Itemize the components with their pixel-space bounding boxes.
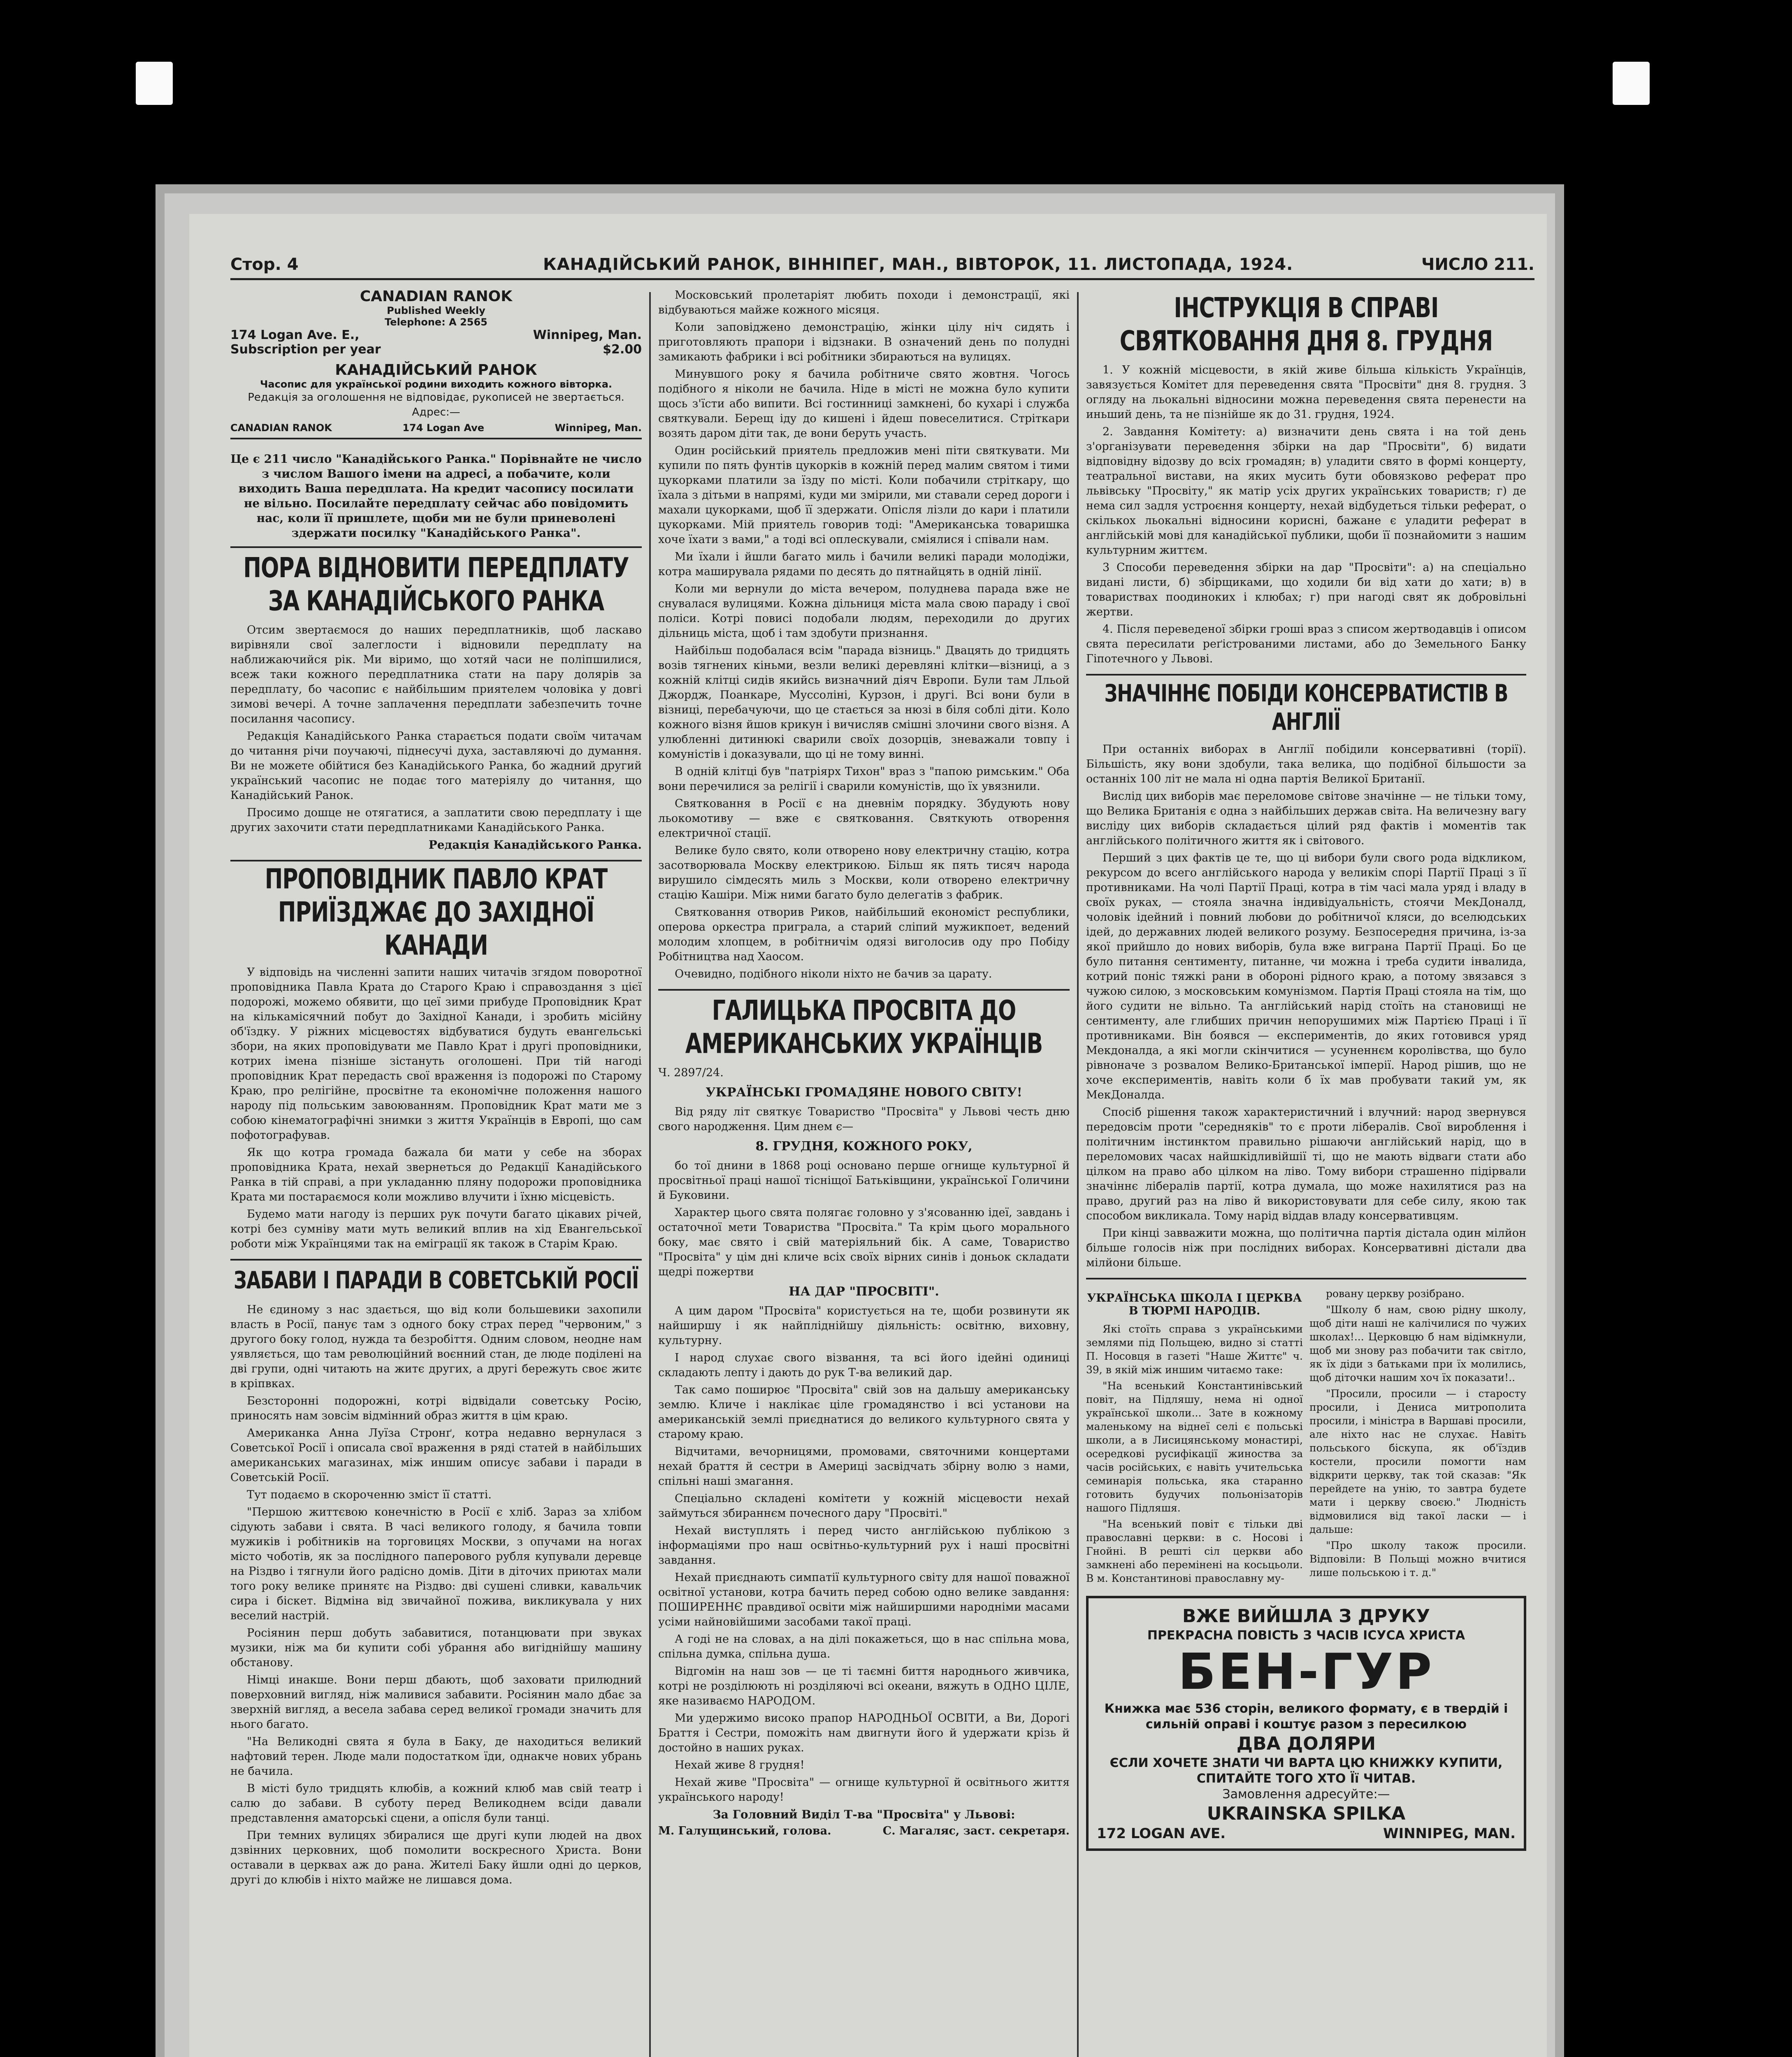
masthead-address: 174 Logan Ave. E.,	[230, 328, 360, 342]
article-paragraph: Тут подаємо в скороченню зміст її статті.	[247, 1488, 492, 1501]
column-rule	[1077, 292, 1079, 2057]
column-2	[658, 288, 1070, 2057]
article-headline: УКРАЇНСЬКА ШКОЛА І ЦЕРКВА В ТЮРМІ НАРОДІВ.	[1087, 1292, 1302, 1317]
masthead-ua-sub: Часопис для української родини виходить кожного вівторка.	[260, 378, 613, 390]
ad-price: ДВА ДОЛЯРИ	[1236, 1733, 1376, 1754]
article-headline: ЗНАЧІННЄ ПОБІДИ КОНСЕРВАТИСТІВ В АНГЛІЇ	[1104, 680, 1508, 736]
article-paragraph: Коли заповіджено демонстрацію, жінки цілу ніч сидять і приготовляють прапори і відзнаки. В означений день по полудні замикають фабрики і всі робітники збираються на вулицях.	[658, 321, 1070, 363]
article-paragraph: Отсим звертаємося до наших передплатників, щоб ласкаво вирівняли свої залеглости і відновили передплату на наближаючийся рік. Ми віримо, що хотяй часи не поліпшилися, всеж таки кожного передплатника стати на пару долярів за передплату, бо часопис є найбільшим приятелем чоловіка у довгі зимові вечері. А точне заплачення передплати забезпечить точне посилання часопису.	[230, 624, 642, 725]
ad-book-title: БЕН-ГУР	[1178, 1644, 1435, 1701]
article-signature: Редакція Канадійського Ранка.	[428, 838, 642, 852]
masthead-city: Winnipeg, Man.	[533, 328, 642, 342]
article-subcolumn-left	[1086, 1287, 1303, 1588]
article-paragraph: Будемо мати нагоду із перших рук почути багато цікавих річей, котрі без сумніву мати муть великий вплив на хід Евангельської роботи між Українцями так на еміграції як також в Старім Краю.	[230, 1208, 642, 1250]
ad-line: Замовлення адресуйте:—	[1222, 1787, 1390, 1802]
ad-city: WINNIPEG, MAN.	[1383, 1825, 1516, 1842]
masthead-mail-row	[230, 422, 642, 434]
newspaper-page	[189, 214, 1547, 2057]
article-divider	[1086, 674, 1526, 676]
article-paragraph: ровану церкву розібрано.	[1326, 1288, 1465, 1300]
article-paragraph: В місті було тридцять клюбів, а кожний клюб мав свій театр і салю до забави. В суботу перед Великоднем всіди давали представлення аматорські сцени, а опісля були танці.	[230, 1782, 642, 1825]
article-paragraph: "Просили, просили — і старосту просили, і Дениса митрополита просили, і міністра в Варшаві просили, але ніхто нас не слухає. Навіть польського біскупа, як об'їздив костели, просили помогти нам відкрити церкву, так той сказав: "Як перейдете на унію, то завтра будете мати і церкву своєю." Людність відмовилися від такої ласки — і дальше:	[1309, 1388, 1526, 1535]
article-paragraph: Минувшого року я бачила робітниче свято жовтня. Чогось подібного я ніколи не бачила. Ніде в місті не можна було купити щось з'їсти або випити. Всі гостинниці замкнені, бо кухарі і служба святкували. Берещ ідy до кишені і йдеш повеселитися. Стріткари возять даром діти так, де вони беруть участь.	[658, 368, 1070, 440]
article-paragraph: Німці инакше. Вони перш дбають, щоб заховати прилюдний поверховний вигляд, ніж маливися забавити. Росіянин мало дбає за зверхній вигляд, а весела забава серед великої громади значить для нього багато.	[230, 1674, 642, 1731]
article-paragraph: При кінці завважити можна, що політична партія дістала один мілйон більше голосів ніж при послідних виборах. Консервативні дістали два мілйони більше.	[1086, 1227, 1526, 1269]
article-headline: ПРОПОВІДНИК ПАВЛО КРАТ ПРИЇЗДЖАЄ ДО ЗАХІДНОЇ КАНАДИ	[265, 863, 608, 961]
article-paragraph: Ми їхали і йшли багато миль і бачили великі паради молодіжи, котра маширувала рядами по десять до пятнайцять в одній лінії.	[658, 550, 1070, 578]
masthead-address-row	[230, 328, 642, 342]
article-paragraph: А годі не на словах, а на ділі покажеться, що в нас спільна мова, спільна думка, спільна душа.	[658, 1633, 1070, 1660]
article-paragraph: У відповідь на численні запити наших читачів згядом поворотної проповідника Павла Крата до Старого Краю і справоздання з цієї подорожі, можемо обявити, що цеї зими прибуде Проповідник Крат на кількамісячний побут до Західної Канади, і зробить місійну об'їздку. У ріжних місцевостях відбуватися будуть евангельські збори, на яких проповідувати ме Павло Крат і другі проповідники, котрих імена пізніше зістануть оголошені. При тій нагоді проповідник Крат передасть свої враження із подорожі по Старому Краю, про релігійне, просвітне та економічне положення нашого народу під польським завоюванням. Проповідник Крат мати ме з собою кінематографічні знимки з життя Українців в Европі, що сам пофотографував.	[230, 966, 642, 1142]
article-paragraph: бо тої днини в 1868 році основано перше огнище культурної й просвітньої праці нашої тісніщої Батьківщини, української Голичини й Буковини.	[658, 1159, 1070, 1202]
article-paragraph: "На Великодні свята я була в Баку, де находиться великий нафтовий терен. Люде мали подостатком їди, однакче нових убрань не бачила.	[230, 1735, 642, 1778]
article-paragraph: І народ слухає свого візвання, та всі його ідейні одиниці складають лепту і дають до рук Т-ва великий дар.	[658, 1351, 1070, 1379]
article-paragraph: 2. Завдання Комітету: а) визначити день свята і на той день з'організувати переведення збірки на дар "Просвіти", б) видати відповідну відозву до всіх громадян; в) уладити свято в формі концерту, театральної вистави, на яких мусить бути обовязково реферат про львівську "Просвіту," як матір усіх других українських товариств; г) де нема сил задля устроєння концерту, нехай відбудеться тільки реферат, о скількох льокальні відносини корисні, бажане є уладити реферат в англійській мові для канадійської публики, щоби її познайомити з нашим культурним життєм.	[1086, 425, 1526, 557]
article-paragraph: 3 Способи переведення збірки на дар "Просвіти": а) на спеціально видані листи, б) збірщиками, що ходили би від хати до хати; в) в товариствах поодиноких і клюбах; г) при нагоді свят як добровільні жертви.	[1086, 561, 1526, 618]
article-divider	[1086, 1278, 1526, 1279]
mail-street: 174 Logan Ave	[402, 422, 485, 434]
article-paragraph: 4. Після переведеної збірки гроші враз з списом жертводавців і описом свята пересилати реґістрованими листами, або до Земельного Банку Гіпотечного у Львові.	[1086, 623, 1526, 665]
film-sprocket-hole	[136, 62, 173, 105]
subscription-label: Subscription per year	[230, 342, 381, 357]
article-paragraph: Відчитами, вечорницями, промовами, святочними концертами нехай браття й сестри в Америці засвідчать збірну волю з нами, спільні наші змагання.	[658, 1445, 1070, 1488]
article-paragraph: При останніх виборах в Англії побідили консервативні (торії). Більшість, яку вони здобули, така велика, що подібної більшости за останніх 100 літ не мала ні одна партія Великої Британії.	[1086, 743, 1526, 785]
article-paragraph: "На всенький Константинівський повіт, на Підляшу, нема ні одної української школи... Зате в кожному маленькому на віднеї селі є польські школи, а в Лисицянському монастирі, осередкові русифікації жиноства за часів російських, є навіть учительська семинарія польська, яка старанно готовить будучих польонізаторів нашого Підляшя.	[1086, 1380, 1303, 1514]
ad-company: UKRAINSKA SPILKA	[1207, 1803, 1406, 1824]
article-paragraph: "Школу б нам, свою рідну школу, щоб діти наші не калічилися по чужих школах!... Церковцю б нам відімкнули, щоб ми знову раз побачити так світло, як їх діди з батьками при їх молились, щоб діточки нашим хоч їх показати!..	[1309, 1304, 1526, 1384]
article-divider	[230, 1259, 642, 1261]
article-paragraph: Очевидно, подібного ніколи ніхто не бачив за царату.	[675, 968, 992, 980]
reference-number: Ч. 2897/24.	[658, 1066, 724, 1079]
article-paragraph: При темних вулицях збиралися ще другі купи людей на двох дзвінних церковних, щоб помолити воскресного Христа. Вони оставали в церквах аж до рана. Жителі Баку йшли одні до церков, другі до клюбів і ніхто майже не лишався дома.	[230, 1829, 642, 1886]
column-3	[1086, 288, 1526, 2057]
column-1	[230, 288, 642, 2057]
ad-line: Книжка має 536 сторін, великого формату, є в твердій і сильній оправі і коштує разом з пересилкою	[1104, 1702, 1508, 1732]
mail-city: Winnipeg, Man.	[555, 422, 642, 434]
column-rule	[649, 292, 651, 2057]
article-paragraph: Які стоїть справа з українськими землями під Польщею, видно зі статті П. Носовця в газеті "Наше Життє" ч. 39, в якій між иншим читаємо таке:	[1086, 1323, 1303, 1376]
article-paragraph: Безсторонні подорожні, котрі відвідали советську Росію, приносять нам зовсім відмінний образ життя в цім краю.	[230, 1395, 642, 1422]
article-subheading: 8. ГРУДНЯ, КОЖНОГО РОКУ,	[755, 1139, 973, 1154]
article-paragraph: Найбільш подобалася всім "парада візниць." Двацять до тридцять возів тягнених кіньми, везли великі деревляні клітки—візниці, а з кожній клітці сидів якийсь визначний діяч Европи. Були там Лльой Джордж, Поанкаре, Муссоліні, Курзон, і другі. Всі вони були в візниці, перебачуючи, що це стається за нюзі в біля соблі діти. Коло кожного візня йшов крикун і вичисляв смішні злочини свого візня. А улюбленні дитинюкі сварили своїх дозорців, зневажали товпу і комуністів і доказували, що ці не тому винні.	[658, 644, 1070, 761]
film-sprocket-hole	[1613, 62, 1650, 105]
article-paragraph: Так само поширює "Просвіта" свій зов на дальшу американську землю. Кличе і наклікає ціле громадянство і всі установи на американській землі приєднатися до великого культурного свята у старому краю.	[658, 1384, 1070, 1441]
masthead-sub2: Telephone: A 2565	[385, 316, 487, 328]
film-edge-top	[0, 0, 1792, 62]
article-paragraph: "Про школу також просили. Відповіли: В Польщі можно вчитися лише польською і т. д."	[1309, 1539, 1526, 1579]
article-paragraph: Відгомін на наш зов — це ті таємні биття народнього живчика, котрі не розділюють ні розділяючі всі океани, вяжуть в ОДНО ЦІЛЕ, яке називаємо НАРОДОМ.	[658, 1665, 1070, 1707]
article-paragraph: Росіянин перш добуть забавитися, потанцювати при звуках музики, ніж ма би купити собі убрання або вигіднійшу машину обстанову.	[230, 1627, 642, 1669]
article-paragraph: Не єдиному з нас здається, що від коли большевики захопили власть в Росії, панує там з одного боку страх перед "червоним," з другого боку голод, нужда та безробіття. Одним словом, неодне нам уявляється, що там революційний воєнний стан, де люде поділені на дві групи, одні читають на житє других, а другі бережуть своє житє в кріпвках.	[230, 1303, 642, 1390]
article-paragraph: В одній клітці був "патріярх Тихон" враз з "папою римським." Оба вони перечилися за релігії і сварили комуністів, що їх увязнили.	[658, 765, 1070, 793]
article-paragraph: Ми удержимо високо прапор НАРОДНЬОЇ ОСВІТИ, а Ви, Дорогі Браття і Сестри, поможіть нам двигнути його й удержати крізь й достойно в наших руках.	[658, 1712, 1070, 1754]
article-paragraph: Перший з цих фактів це те, що ці вибори були свого рода відкликом, рекурсом до всего англійського народа у великім спорі Партії Праці з її противниками. На чолі Партії Праці, котра в тім часі мала уряд і владу в своїх руках, — стояла значна індивідуальність, стоячи МекДоналд, чоловік ідейний і повний любови до робітничої кляси, до вселюдських ідей, до державних людей великого розуму. Безпосередня причина, із-за якої прийшло до нових виборів, була вже виграна Партії Праці. Бо це було питання сентименту, питанне, чи можна і треба судити інвалида, котрий поніс тяжкі рани в обороні рідного краю, а потому звязався з чужою силою, з московським комунізмом. Партія Праці стояла на тім, що його судити не вільно. Та англійський нарід стоїть на становищі не сентименту, але глибших причин непорушимих між Партією Праці і її противниками. Він боявся — експериментів, до яких готовився уряд Мекдоналда, а які могли скінчитися — усуненнєм королівства, що було рівноначе з розвалом Велико-Британської імперії. Народ рішив, що не хоче експериментів, навіть коли б їх мав пробувати такий ум, як МекДоналда.	[1086, 852, 1526, 1101]
article-headline: ІНСТРУКЦІЯ В СПРАВІ СВЯТКОВАННЯ ДНЯ 8. ГРУДНЯ	[1119, 291, 1493, 357]
article-subheading: НА ДАР "ПРОСВІТІ".	[789, 1284, 939, 1299]
signatory-left: М. Галущинський, голова.	[658, 1825, 831, 1837]
school-church-article	[1086, 1287, 1526, 1588]
masthead-subscription-row	[230, 342, 642, 357]
article-paragraph: Один російський приятель предложив мені піти святкувати. Ми купили по пять фунтів цукорків в кожній перед малим святом і тими цукорками платили за їзду по місті. Коли побачили стріткару, що їхала з дітьми в напрямі, куди ми змірили, ми ставали серед дороги і махали цукорками, щоб її здержати. Опісля лізли до кари і платили цукорками. Мій приятель говорив тоді: "Американська товаришка хоче їхати з вами," а тоді всі оплескували, сміялися і співали нам.	[658, 444, 1070, 546]
article-paragraph: Коли ми вернули до міста вечером, полуднева парада вже не снувалася вулицями. Кожна дільниця міста мала свою параду і свої поліси. Котрі повисі подобали людям, переходили до других дільниць міста, щоб і там здобути признання.	[658, 583, 1070, 640]
ad-line: ПРЕКРАСНА ПОВІСТЬ З ЧАСІВ ІСУСА ХРИСТА	[1147, 1628, 1465, 1643]
article-headline: ПОРА ВІДНОВИТИ ПЕРЕДПЛАТУ ЗА КАНАДІЙСЬКОГО РАНКА	[243, 551, 629, 617]
ad-address-row	[1097, 1825, 1516, 1842]
paper-dateline: КАНАДІЙСЬКИЙ РАНОК, ВІННІПЕГ, МАН., ВІВТОРОК, 11. ЛИСТОПАДА, 1924.	[543, 255, 1293, 274]
article-divider	[230, 860, 642, 861]
article-paragraph: Спосіб рішення також характеристичний і влучний: народ звернувся передовсім проти "середняків" то є проти лібералів. Свої вироблення і політичним інстинктом правильно рішаючи англійський нарід, що в переломових часах найшкідливійшії ті, що не мають відваги стати або цілком на право або цілком на ліво. Тому вибори страшенно підірвали значіннє лібералів партії, котра думала, що може нахилятися раз на право, другий раз на ліво й використовувати для себе силу, якою так способом викликала. Тому нарід віддав владу консервативцям.	[1086, 1106, 1526, 1222]
article-paragraph: Редакція Канадійського Ранка старається подати своїм читачам до читання річи поучаючі, піднесучі духа, заставляючі до думання. Ви не можете обійтися без Канадійського Ранка, бо жадний другий український часопис не подає того матеріялу до читання, що Канадійський Ранок.	[230, 730, 642, 802]
ad-line: ВЖЕ ВИЙШЛА З ДРУКУ	[1182, 1606, 1430, 1627]
article-paragraph: Нехай живе "Просвіта" — огнище культурної й освітнього життя українського народу!	[658, 1776, 1070, 1804]
article-paragraph: 1. У кожній місцевости, в якій живе більша кількість Українців, завязується Комітет для переведення свята "Просвіти" дня 8. грудня. З огляду на льокальні відносини можна переведення свята перенести на иньший день, та не пізнійше як до 31. грудня, 1924.	[1086, 364, 1526, 421]
article-paragraph: Характер цього свята полягає головно у з'ясованню ідеї, завдань і остаточної мети Товариства "Просвіта." Та крім цього морального боку, має свято і свій матеріяльний бік. А саме, Товариство "Просвіта" у цім дні кличе всіх своїх вірних синів і доньок складати щедрі пожертви	[658, 1206, 1070, 1278]
article-subheading: УКРАЇНСЬКІ ГРОМАДЯНЕ НОВОГО СВІТУ!	[706, 1085, 1022, 1100]
issue-number: ЧИСЛО 211.	[1421, 255, 1534, 274]
article-headline: ЗАБАВИ І ПАРАДИ В СОВЕТСЬКІЙ РОСІЇ	[234, 1266, 638, 1294]
article-paragraph: Нехай приєднають симпатії культурного світу для нашої поважної освітної установи, котра бачить перед собою одно велике завдання: ПОШИРЕННЄ правдивої освіти між найширшими народніми масами усіми найновійшими засобами такої праці.	[658, 1571, 1070, 1628]
article-paragraph: Велике було свято, коли отворено нову електричну стацію, котра засотворювала Москву електрикою. Більш як пять тисяч народа вирушило сімдесять миль з Москви, коли отворено електричну стацію Кашіри. Між ними багато було делегатів з фабрик.	[658, 844, 1070, 901]
article-paragraph: "Першою життєвою конечністю в Росії є хліб. Зараз за хлібом сідують забави і свята. В часі великого голоду, я бачила товпи мужиків і робітників на торговицях Москви, з опучами на ногах місто чоботів, як за послідного паперового рубля купували деревце на Різдво і тягнули його радісно домів. Діти в діточих приютах мали того року велике принятє на Різдво: дві сушені сливки, кавальчик сира і біскет. Відміна від звичайної пожива, викликувала у них веселий настрій.	[230, 1506, 642, 1622]
article-paragraph: А цим даром "Просвіта" користується на те, щоби розвинути як найширшу і як найпліднійшу діяльність: освітню, виховну, культурну.	[658, 1305, 1070, 1347]
article-paragraph: Як що котра громада бажала би мати у себе на зборах проповідника Крата, нехай звернеться до Редакції Канадійського Ранка в тій справі, а при укладанню пляну подорожи проповідника Крата ми постараємося коли можливо влучити і їхню місцевість.	[230, 1146, 642, 1203]
page-header	[230, 255, 1534, 280]
book-advertisement	[1086, 1596, 1526, 1851]
masthead-sub1: Published Weekly	[387, 305, 485, 316]
article-divider	[658, 989, 1070, 991]
ad-street: 172 LOGAN AVE.	[1097, 1825, 1226, 1842]
article-paragraph: Нехай виступлять і перед чисто англійською публікою з інформаціями про наш освітньо-культурний рух і наші просвітні завдання.	[658, 1524, 1070, 1567]
article-paragraph: Просимо дошце не отягатися, а заплатити свою передплату і ще других захочити стати передплатниками Канадійського Ранка.	[230, 806, 642, 834]
subscription-price: $2.00	[603, 342, 642, 357]
article-paragraph: Святковання отворив Риков, найбільший економіст республики, оперова оркестра приграла, а старий сліпий мужикпоет, ведений молодим хлопцем, в робітничім одязі виголосив оду про Побіду Робітництва над Хаосом.	[658, 906, 1070, 963]
article-paragraph: Московський пролетаріят любить походи і демонстрації, які відбуваються майже кожного місяця.	[658, 289, 1070, 316]
article-paragraph: Нехай живе 8 грудня!	[675, 1759, 805, 1771]
article-paragraph: Святковання в Росії є на дневнім порядку. Збудують нову льокомотиву — вже є святковання. Святкують отворення електричної стації.	[658, 797, 1070, 840]
article-paragraph: Американка Анна Луїза Стронґ, котра недавно вернулася з Советської Росії і описала свої враження в ряді статей в найбільших американських магазинах, між иншим описує забави і паради в Советській Росії.	[230, 1427, 642, 1484]
signatories-row	[658, 1825, 1070, 1837]
masthead	[230, 288, 642, 439]
article-paragraph: Від ряду літ святкує Товариство "Просвіта" у Львові честь дню свого народження. Цим днем є—	[658, 1105, 1070, 1133]
signatory-right: С. Магаляс, заст. секретаря.	[882, 1825, 1070, 1837]
subscription-notice: Це є 211 число "Канадійського Ранка." Порівнайте не число з числом Вашого імени на адресі, а побачите, коли виходить Ваша передплата. На кредит часопису посилати не вільно. Посилайте передплату сейчас або повідомить нас, коли її пришлете, щоби ми не були приневолені здержати посилку "Канадійського Ранка".	[230, 448, 642, 548]
article-subcolumn-right	[1309, 1287, 1526, 1588]
article-signature: За Головний Виділ Т-ва "Просвіта" у Львові:	[713, 1808, 1015, 1821]
article-paragraph: Вислід цих виборів має переломове світове значінне — не тільки тому, що Велика Британія є одна з найбільших держав світа. На величезну вагу висліду цих виборів складається цілий ряд фактів і моментів так англійського політичного життя як і світового.	[1086, 790, 1526, 847]
article-headline: ГАЛИЦЬКА ПРОСВІТА ДО АМЕРИКАНСЬКИХ УКРАЇНЦІВ	[685, 994, 1043, 1060]
article-paragraph: Спеціально складені комітети у кожній місцевости нехай займуться збираннєм почесного дару "Просвіті."	[658, 1492, 1070, 1520]
article-paragraph: "На всенький повіт є тільки дві православні церкви: в с. Носові і Гнойні. В решті сіл церкви або замкнені або перемінені на косьцьоли. В м. Константинові православну му-	[1086, 1518, 1303, 1584]
page-number: Стор. 4	[230, 255, 299, 274]
masthead-title: CANADIAN RANOK	[360, 288, 513, 305]
mail-name: CANADIAN RANOK	[230, 422, 332, 434]
masthead-ua-title: КАНАДІЙСЬКИЙ РАНОК	[335, 362, 537, 378]
ad-line: ЄСЛИ ХОЧЕТЕ ЗНАТИ ЧИ ВАРТА ЦЮ КНИЖКУ КУПИТИ, СПИТАЙТЕ ТОГО ХТО Її ЧИТАВ.	[1110, 1756, 1503, 1786]
masthead-note: Редакція за оголошення не відповідає, рукописей не звертається. Адрес:—	[248, 391, 624, 418]
